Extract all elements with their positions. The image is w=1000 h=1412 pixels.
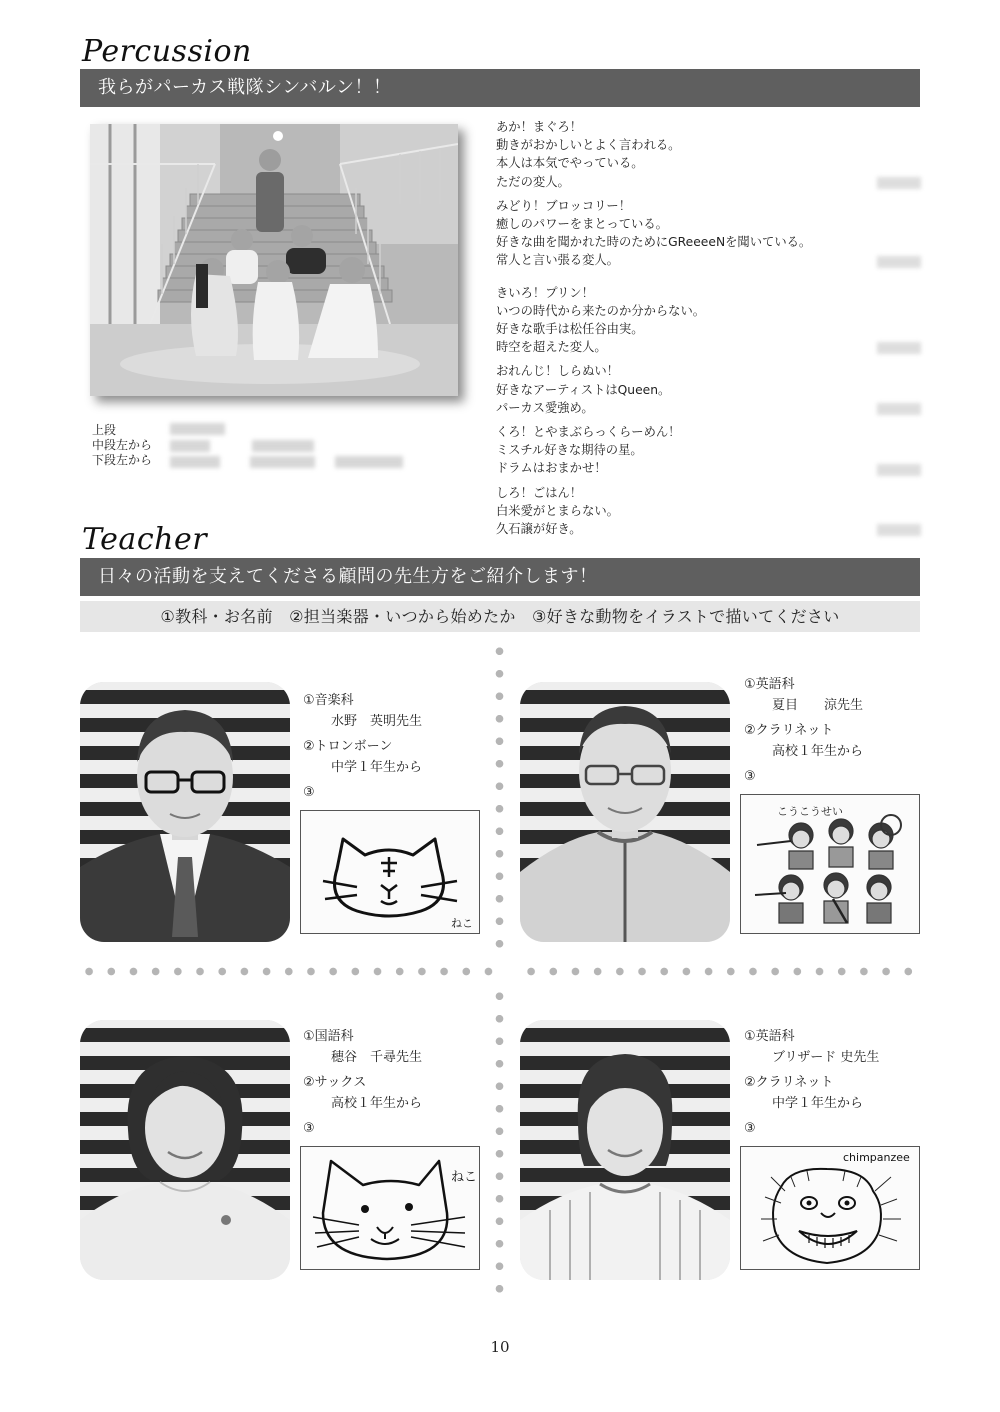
member-line: 時空を超えた変人。: [496, 340, 607, 355]
page-number: 10: [490, 1338, 510, 1356]
teacher-subject: ①国語科: [303, 1029, 354, 1044]
teacher-name: 水野 英明先生: [331, 714, 423, 729]
percussion-section-title: Percussion: [82, 34, 252, 69]
member-line: 好きな曲を聞かれた時のためにGReeeeNを聞いている。: [496, 235, 812, 250]
member-line: 好きなアーティストはQueen。: [496, 382, 671, 397]
member-line: 常人と言い張る変人。: [496, 253, 619, 268]
teacher-name: 夏目 涼先生: [772, 698, 864, 713]
member-line: くろ！とやまぶらっくらーめん！: [496, 425, 681, 440]
member-line: きいろ！プリン！: [496, 285, 594, 300]
teacher-drawing-label: ③: [744, 1121, 756, 1136]
teacher-instrument: ②トロンボーン: [303, 739, 393, 754]
teacher-portrait: [520, 1020, 730, 1280]
blurred-names: [170, 456, 220, 468]
cat-face-doodle-icon: [301, 1147, 480, 1270]
teacher-since: 高校１年生から: [331, 1096, 423, 1111]
percussion-banner: 我らがパーカス戦隊シンバルン！！: [80, 69, 920, 107]
teacher-instrument: ②クラリネット: [744, 723, 834, 738]
member-entry: [496, 362, 921, 417]
member-line: 好きな歌手は松任谷由実。: [496, 322, 644, 337]
blurred-names: [335, 456, 403, 468]
blurred-name: [877, 256, 921, 268]
teacher-question-legend: ①教科・お名前 ②担当楽器・いつから始めたか ③好きな動物をイラストで描いてください: [80, 601, 920, 632]
vertical-dot-divider: [495, 985, 504, 1305]
member-entry: [496, 197, 921, 270]
teacher-portrait: [520, 682, 730, 942]
blurred-name: [877, 464, 921, 476]
teacher-drawing: [740, 794, 920, 934]
member-line: 本人は本気でやっている。: [496, 156, 644, 171]
member-line: ミスチル好きな期待の星。: [496, 443, 643, 458]
teacher-info: [744, 674, 934, 787]
teacher-section-title: Teacher: [82, 522, 208, 557]
member-line: パーカス愛強め。: [496, 400, 594, 415]
member-entry: [496, 118, 921, 191]
staircase-photo-icon: [90, 124, 458, 396]
member-descriptions: [496, 118, 921, 544]
teacher-info: [744, 1026, 934, 1139]
member-line: ドラムはおまかせ！: [496, 461, 607, 476]
blurred-names: [250, 456, 315, 468]
member-entry: [496, 484, 921, 539]
caption-middle-row: 中段左から: [92, 438, 153, 452]
member-entry: [496, 284, 921, 357]
teacher-portrait: [80, 682, 290, 942]
member-line: 動きがおかしいとよく言われる。: [496, 138, 681, 153]
teacher-drawing-label: ③: [744, 769, 756, 784]
teacher-since: 中学１年生から: [331, 760, 423, 775]
teacher-instrument: ②クラリネット: [744, 1075, 834, 1090]
teacher-name: 穂谷 千尋先生: [331, 1050, 423, 1065]
teacher-info: [303, 690, 493, 803]
member-line: 癒しのパワーをまとっている。: [496, 217, 668, 232]
caption-bottom-row: 下段左から: [92, 453, 153, 467]
teacher-since: 高校１年生から: [772, 744, 864, 759]
drawing-caption: ねこ: [451, 917, 473, 930]
teacher-drawing-label: ③: [303, 785, 315, 800]
woman-portrait-icon: [80, 1020, 290, 1280]
teacher-drawing: [740, 1146, 920, 1270]
chimpanzee-sketch-icon: [741, 1147, 920, 1270]
member-line: 白米愛がとまらない。: [496, 503, 619, 518]
member-line: いつの時代から来たのか分からない。: [496, 303, 706, 318]
teacher-instrument: ②サックス: [303, 1075, 367, 1090]
teacher-drawing: [300, 810, 480, 934]
teacher-since: 中学１年生から: [772, 1096, 864, 1111]
blurred-name: [877, 342, 921, 354]
member-entry: [496, 423, 921, 478]
teacher-subject: ①英語科: [744, 677, 795, 692]
photo-captions: [92, 423, 152, 468]
drawing-caption: ねこ: [451, 1170, 478, 1185]
woman-portrait-icon: [520, 1020, 730, 1280]
teacher-subject: ①音楽科: [303, 693, 354, 708]
teacher-drawing-label: ③: [303, 1121, 315, 1136]
cat-tiger-doodle-icon: [301, 811, 480, 934]
member-line: 久石譲が好き。: [496, 522, 582, 537]
teacher-portrait: [80, 1020, 290, 1280]
teacher-banner: 日々の活動を支えてくださる顧問の先生方をご紹介します！: [80, 558, 920, 596]
vertical-dot-divider: [495, 640, 504, 960]
member-line: しろ！ごはん！: [496, 485, 583, 500]
drawing-caption: こうこうせい: [777, 805, 843, 818]
member-line: あか！まぐろ！: [496, 120, 583, 134]
teacher-drawing: [300, 1146, 480, 1270]
blurred-names: [252, 440, 314, 452]
member-line: ただの変人。: [496, 174, 570, 189]
horizontal-dot-divider: [78, 967, 500, 976]
member-line: みどり！ブロッコリー！: [496, 198, 632, 213]
man-portrait-icon: [520, 682, 730, 942]
teacher-subject: ①英語科: [744, 1029, 795, 1044]
teacher-info: [303, 1026, 493, 1139]
horizontal-dot-divider: [520, 967, 922, 976]
students-playing-instruments-icon: [741, 795, 920, 934]
caption-top-row: 上段: [92, 423, 117, 437]
blurred-name: [877, 524, 921, 536]
blurred-names: [170, 423, 225, 435]
drawing-caption: chimpanzee: [843, 1151, 910, 1164]
blurred-name: [877, 403, 921, 415]
blurred-names: [170, 440, 210, 452]
percussion-group-photo: [90, 124, 458, 396]
blurred-name: [877, 177, 921, 189]
member-line: おれんじ！しらぬい！: [496, 364, 619, 379]
teacher-name: ブリザード 史先生: [772, 1050, 880, 1065]
man-portrait-icon: [80, 682, 290, 942]
